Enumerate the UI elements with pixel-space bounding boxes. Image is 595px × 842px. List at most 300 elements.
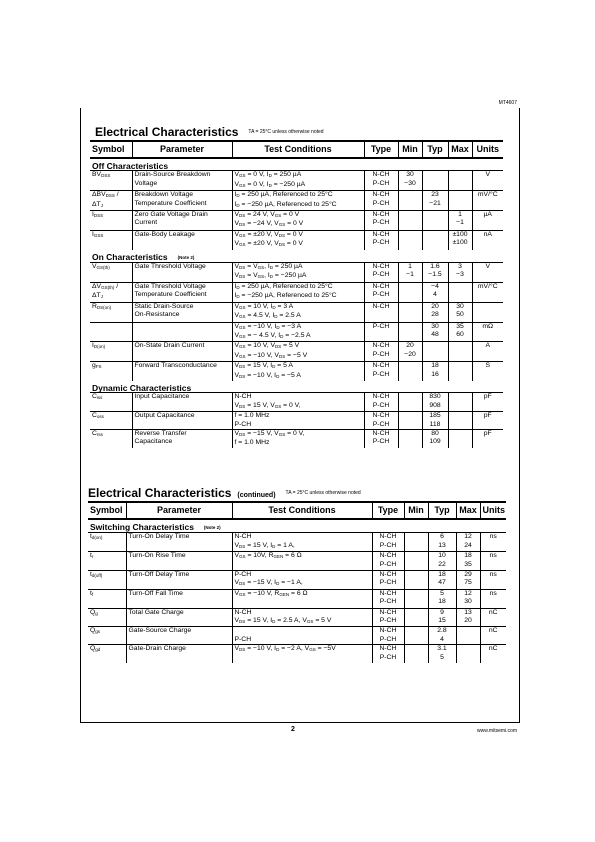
table-row (90, 230, 503, 249)
cell-line: nC (488, 645, 498, 653)
cell-line: $g_{FS}$ (92, 362, 102, 370)
cell-line (401, 371, 420, 379)
symbol-cell (88, 589, 126, 608)
cell-line: P-CH (372, 239, 390, 247)
cell-line: $V_{DS} = 15$ V, $I_D = 2.5$ A, $V_{GS} = 5$ V (234, 617, 332, 625)
cell-line (135, 271, 230, 279)
cell-line (407, 571, 426, 579)
cell-line (367, 331, 396, 339)
cell-line: N-CH (234, 608, 252, 616)
cell-line: −3 (456, 271, 464, 279)
parameter-cell (132, 263, 232, 283)
cell-line (407, 598, 426, 606)
cell-line: N-CH (372, 211, 390, 219)
cell-line: pF (483, 412, 492, 420)
typ-cell (422, 322, 448, 342)
cell-line (129, 654, 230, 662)
typ-cell (428, 533, 456, 552)
symbol-cell (90, 191, 132, 211)
max-cell (448, 322, 472, 342)
cell-line: S (485, 362, 491, 370)
cell-line: 9 (440, 608, 444, 616)
cell-line: 10 (438, 552, 446, 560)
cell-line: P-CH (234, 420, 252, 428)
max-cell (448, 211, 472, 231)
conditions-cell (232, 571, 372, 590)
cell-line: 109 (429, 438, 441, 446)
type-cell (364, 342, 398, 362)
section2-title: Electrical Characteristics (continued) $^{TA = 25^\circ C unless otherwise noted}$ (88, 486, 361, 500)
cell-line: Turn-On Rise Time (128, 552, 186, 560)
cell-line: $\Delta V_{GS(th)} / \Delta T_J$ (92, 282, 119, 300)
type-cell (364, 412, 398, 430)
cell-line: ±100 (452, 230, 468, 238)
table-row (90, 429, 503, 447)
cell-line: P-CH (372, 350, 390, 358)
max-cell (456, 552, 480, 571)
table-row (90, 412, 503, 430)
cell-line: 12 (464, 589, 472, 597)
cell-line (135, 402, 230, 410)
typ-cell (422, 393, 448, 412)
cell-line: $\Delta BV_{DSS} / \Delta T_J$ (92, 191, 119, 208)
column-header: Min (398, 141, 422, 158)
units-cell (472, 171, 503, 191)
units-cell (480, 608, 506, 627)
cell-line: $V_{DS} = V_{GS}$, $I_D = -250$ µA (234, 272, 307, 280)
cell-line (451, 430, 470, 438)
cell-line: 50 (456, 311, 464, 319)
parameter-cell (126, 608, 232, 627)
cell-line: 1 (408, 263, 412, 271)
cell-line: Turn-Off Fall Time (128, 589, 183, 597)
cell-line: f = 1.0 MHz (234, 439, 270, 447)
cell-line (401, 362, 420, 370)
cell-line: Turn-Off Delay Time (128, 571, 190, 579)
parameter-cell (126, 571, 232, 590)
cell-line: 185 (429, 412, 441, 420)
cell-line (425, 351, 446, 359)
cell-line (451, 412, 470, 420)
cell-line (451, 362, 470, 370)
type-cell (364, 211, 398, 231)
symbol-cell (90, 282, 132, 302)
min-cell (404, 645, 428, 663)
max-cell (448, 342, 472, 362)
cell-line: 18 (438, 598, 446, 606)
cell-line: P-CH (379, 560, 397, 568)
typ-cell (428, 608, 456, 627)
cell-line (407, 542, 426, 550)
table-row (88, 552, 506, 571)
parameter-cell (132, 302, 232, 322)
cell-line: −1 (456, 219, 464, 227)
cell-line (401, 311, 420, 319)
max-cell (448, 302, 472, 322)
max-cell (456, 627, 480, 645)
cell-line: mΩ (482, 322, 494, 330)
parameter-cell (126, 645, 232, 663)
group-note: (Note 2) (203, 525, 221, 530)
header-row (88, 502, 506, 519)
symbol-cell (90, 322, 132, 342)
conditions-cell (232, 627, 372, 645)
units-cell (472, 393, 503, 412)
table-row (88, 627, 506, 645)
cell-line: N-CH (379, 533, 397, 541)
min-cell (398, 282, 422, 302)
cell-line (135, 331, 230, 339)
type-cell (364, 191, 398, 211)
header-row (90, 141, 503, 158)
cell-line: 5 (440, 589, 444, 597)
cell-line: $R_{DS(on)}$ (92, 302, 112, 310)
cell-line (401, 239, 420, 247)
switching-characteristics-table (88, 501, 506, 663)
conditions-cell (232, 393, 364, 412)
cell-line: 30 (406, 171, 414, 179)
min-cell (404, 552, 428, 571)
cell-line: $V_{DS} = -10$ V, $I_D = -2$ A, $V_{GS} = -5V$ (234, 645, 336, 653)
typ-cell (422, 302, 448, 322)
table-row (88, 571, 506, 590)
cell-line: P-CH (379, 617, 397, 625)
min-cell (404, 608, 428, 627)
conditions-cell (232, 342, 364, 362)
cell-line: 18 (464, 552, 472, 560)
cell-line: 20 (406, 342, 414, 350)
cell-line: N-CH (372, 393, 390, 401)
cell-line (135, 239, 230, 247)
cell-line: $V_{DS} = 15$ V, $I_D = 1$ A, (234, 541, 295, 549)
type-cell (364, 393, 398, 412)
cell-line (407, 579, 426, 587)
cell-line: ns (489, 589, 497, 597)
cell-line: V (485, 171, 491, 179)
cell-line: $Q_{gs}$ (90, 627, 101, 635)
type-cell (364, 230, 398, 249)
cell-line (135, 351, 230, 359)
min-cell (398, 230, 422, 249)
cell-line: 48 (431, 330, 439, 338)
cell-line: $I_{DSS}$ (92, 211, 104, 219)
cell-line (451, 171, 470, 179)
group-label: Dynamic Characteristics (92, 382, 192, 393)
cell-line: $t_f$ (90, 589, 94, 597)
cell-line (407, 609, 426, 617)
min-cell (398, 191, 422, 211)
cell-line: 16 (431, 370, 439, 378)
typ-cell (422, 211, 448, 231)
units-cell (480, 552, 506, 571)
typ-cell (422, 429, 448, 447)
min-cell (398, 211, 422, 231)
cell-line (401, 211, 420, 219)
table-row (90, 263, 503, 283)
type-cell (364, 282, 398, 302)
cell-line: 6 (440, 533, 444, 541)
cell-line: $I_D = 250$ µA, Referenced to 25°C (234, 282, 333, 290)
symbol-cell (90, 362, 132, 381)
min-cell (404, 571, 428, 590)
conditions-cell (232, 282, 364, 302)
cell-line: $V_{DS} = -10$ V, $I_D = -5$ A (234, 371, 301, 379)
parameter-cell (132, 412, 232, 430)
cell-line: N-CH (379, 627, 397, 635)
typ-cell (428, 552, 456, 571)
parameter-cell (126, 627, 232, 645)
cell-line (407, 645, 426, 653)
cell-line: P-CH (379, 541, 397, 549)
symbol-cell (88, 552, 126, 571)
cell-line (135, 421, 230, 429)
cell-line: 3 (458, 263, 462, 271)
cell-line: 20 (464, 617, 472, 625)
symbol-cell (90, 302, 132, 322)
cell-line: N-CH (372, 342, 390, 350)
part-number: MT4607 (498, 100, 517, 106)
type-cell (372, 627, 404, 645)
cell-line: 13 (438, 541, 446, 549)
conditions-cell (232, 211, 364, 231)
cell-line: 15 (438, 617, 446, 625)
cell-line: µA (483, 211, 492, 219)
max-cell (448, 282, 472, 302)
cell-line: N-CH (234, 533, 252, 541)
cell-line: 908 (429, 401, 441, 409)
max-cell (448, 191, 472, 211)
conditions-cell (232, 645, 372, 663)
cell-line: 30 (431, 322, 439, 330)
cell-line (407, 617, 426, 625)
table-row (90, 211, 503, 231)
column-header: Typ (428, 502, 456, 519)
cell-line: P-CH (379, 653, 397, 661)
table-row (90, 322, 503, 342)
cell-line (401, 430, 420, 438)
conditions-cell (232, 302, 364, 322)
min-cell (404, 533, 428, 552)
parameter-cell (132, 393, 232, 412)
cell-line: Temperature Coefficient (134, 291, 207, 299)
cell-line: A (485, 342, 491, 350)
conditions-cell (232, 322, 364, 342)
symbol-cell (90, 412, 132, 430)
cell-line (401, 421, 420, 429)
cell-line: P-CH (372, 291, 390, 299)
cell-line: $V_{DS} = V_{GS}$, $I_D = 250$ µA (234, 263, 303, 271)
cell-line: P-CH (372, 271, 390, 279)
cell-line: 35 (464, 560, 472, 568)
table-row (90, 342, 503, 362)
min-cell (404, 589, 428, 608)
cell-line (425, 239, 446, 247)
cell-line: $V_{GS(th)}$ (92, 263, 110, 271)
cell-line: 30 (456, 302, 464, 310)
type-cell (364, 362, 398, 381)
section2-condition: TA = 25°C unless otherwise noted (285, 490, 361, 496)
units-cell (472, 302, 503, 322)
min-cell (398, 393, 422, 412)
cell-line (451, 191, 470, 199)
cell-line: $V_{GS} = -10$ V, $I_D = -3$ A (234, 322, 302, 330)
symbol-cell (88, 608, 126, 627)
type-cell (364, 171, 398, 191)
section1-condition: TA = 25°C unless otherwise noted (248, 129, 324, 135)
cell-line: $V_{GS} = 0$ V, $I_D = 250$ µA (234, 171, 302, 179)
cell-line: 47 (438, 579, 446, 587)
cell-line (407, 533, 426, 541)
table-row (88, 645, 506, 663)
cell-line: $V_{GS} = 0$ V, $I_D = -250$ µA (234, 180, 306, 188)
cell-line (401, 219, 420, 227)
cell-line: nC (488, 627, 498, 635)
cell-line: $V_{GS} = \pm 20$ V, $V_{DS} = 0$ V (234, 240, 303, 248)
cell-line: 23 (431, 191, 439, 199)
cell-line (451, 351, 470, 359)
min-cell (398, 362, 422, 381)
cell-line: −20 (404, 350, 416, 358)
cell-line: N-CH (379, 608, 397, 616)
units-cell (472, 412, 503, 430)
cell-line (407, 561, 426, 569)
cell-line: Output Capacitance (134, 412, 195, 420)
cell-line (425, 211, 446, 219)
cell-line (367, 311, 396, 319)
cell-line (129, 542, 230, 550)
table-row (90, 393, 503, 412)
max-cell (456, 589, 480, 608)
units-cell (472, 322, 503, 342)
cell-line: N-CH (372, 302, 390, 310)
cell-line (425, 180, 446, 188)
table-row (90, 302, 503, 322)
cell-line (401, 283, 420, 291)
column-header: Min (404, 502, 428, 519)
cell-line: P-CH (372, 401, 390, 409)
cell-line (407, 552, 426, 560)
cell-line: $V_{DS} = 24$ V, $V_{GS} = 0$ V (234, 211, 300, 219)
cell-line: $I_{GSS}$ (92, 230, 104, 238)
units-cell (480, 589, 506, 608)
cell-line: 1.6 (430, 263, 440, 271)
cell-line: 1 (458, 211, 462, 219)
cell-line (92, 323, 130, 331)
min-cell (398, 322, 422, 342)
cell-line: V (485, 263, 491, 271)
cell-line (401, 323, 420, 331)
typ-cell (422, 263, 448, 283)
group-header (90, 381, 503, 393)
conditions-cell (232, 191, 364, 211)
conditions-cell (232, 429, 364, 447)
cell-line: $V_{GS} = -10$ V, $V_{DS} = -5$ V (234, 351, 308, 359)
cell-line: $V_{DS} = -15$ V, $V_{GS} = 0$ V, (234, 429, 305, 437)
cell-line: $V_{GS} = 10$ V, $I_D = 3$ A (234, 302, 294, 310)
parameter-cell (126, 533, 232, 552)
cell-line (407, 590, 426, 598)
max-cell (448, 393, 472, 412)
cell-line: $C_{oss}$ (92, 412, 104, 420)
type-cell (364, 302, 398, 322)
group-header (90, 158, 503, 171)
cell-line (451, 291, 470, 299)
electrical-characteristics-table (90, 140, 503, 448)
symbol-cell (88, 533, 126, 552)
symbol-cell (90, 211, 132, 231)
units-cell (472, 282, 503, 302)
cell-line: P-CH (379, 598, 397, 606)
cell-line: Input Capacitance (134, 393, 190, 401)
cell-line: Static Drain-Source (134, 302, 194, 310)
cell-line: On-Resistance (134, 311, 180, 319)
cell-line: nA (483, 230, 492, 238)
cell-line (451, 283, 470, 291)
cell-line: 18 (431, 362, 439, 370)
symbol-cell (90, 393, 132, 412)
parameter-cell (132, 429, 232, 447)
cell-line: $V_{DS} = -24$ V, $V_{GS} = 0$ V (234, 220, 304, 228)
units-cell (480, 627, 506, 645)
table-row (88, 589, 506, 608)
typ-cell (428, 571, 456, 590)
cell-line: P-CH (372, 199, 390, 207)
cell-line: Zero Gate Voltage Drain (134, 211, 208, 219)
cell-line: N-CH (372, 263, 390, 271)
type-cell (364, 429, 398, 447)
cell-line: 60 (456, 330, 464, 338)
cell-line: Turn-On Delay Time (128, 533, 190, 541)
cell-line (425, 231, 446, 239)
cell-line: pF (483, 429, 492, 437)
cell-line: 28 (431, 311, 439, 319)
typ-cell (422, 191, 448, 211)
cell-line: 12 (464, 533, 472, 541)
typ-cell (422, 412, 448, 430)
conditions-cell (232, 362, 364, 381)
cell-line: Drain-Source Breakdown (134, 171, 211, 179)
column-header: Max (456, 502, 480, 519)
cell-line: Gate-Drain Charge (128, 645, 186, 653)
parameter-cell (126, 589, 232, 608)
cell-line: N-CH (372, 429, 390, 437)
cell-line: P-CH (372, 420, 390, 428)
cell-line (407, 654, 426, 662)
column-header: Units (480, 502, 506, 519)
min-cell (398, 302, 422, 322)
cell-line: −30 (404, 179, 416, 187)
cell-line: Voltage (134, 179, 158, 187)
cell-line (129, 579, 230, 587)
symbol-cell (88, 627, 126, 645)
type-cell (372, 589, 404, 608)
cell-line: $V_{GS} = -10$ V, $R_{GEN} = 6$ Ω (234, 589, 308, 597)
cell-line: P-CH (372, 438, 390, 446)
cell-line (407, 636, 426, 644)
max-cell (456, 645, 480, 663)
cell-line: −1 (406, 271, 414, 279)
group-label: Switching Characteristics (90, 522, 194, 532)
cell-line: $Q_g$ (90, 608, 98, 616)
cell-line: $Q_{gd}$ (90, 645, 101, 653)
cell-line: N-CH (372, 362, 390, 370)
cell-line: $V_{DS} = -15$ V, $I_D = -1$ A, (234, 579, 303, 587)
typ-cell (422, 230, 448, 249)
cell-line: On-State Drain Current (134, 342, 205, 350)
cell-line: Temperature Coefficient (134, 199, 207, 207)
cell-line (451, 438, 470, 446)
cell-line (425, 219, 446, 227)
